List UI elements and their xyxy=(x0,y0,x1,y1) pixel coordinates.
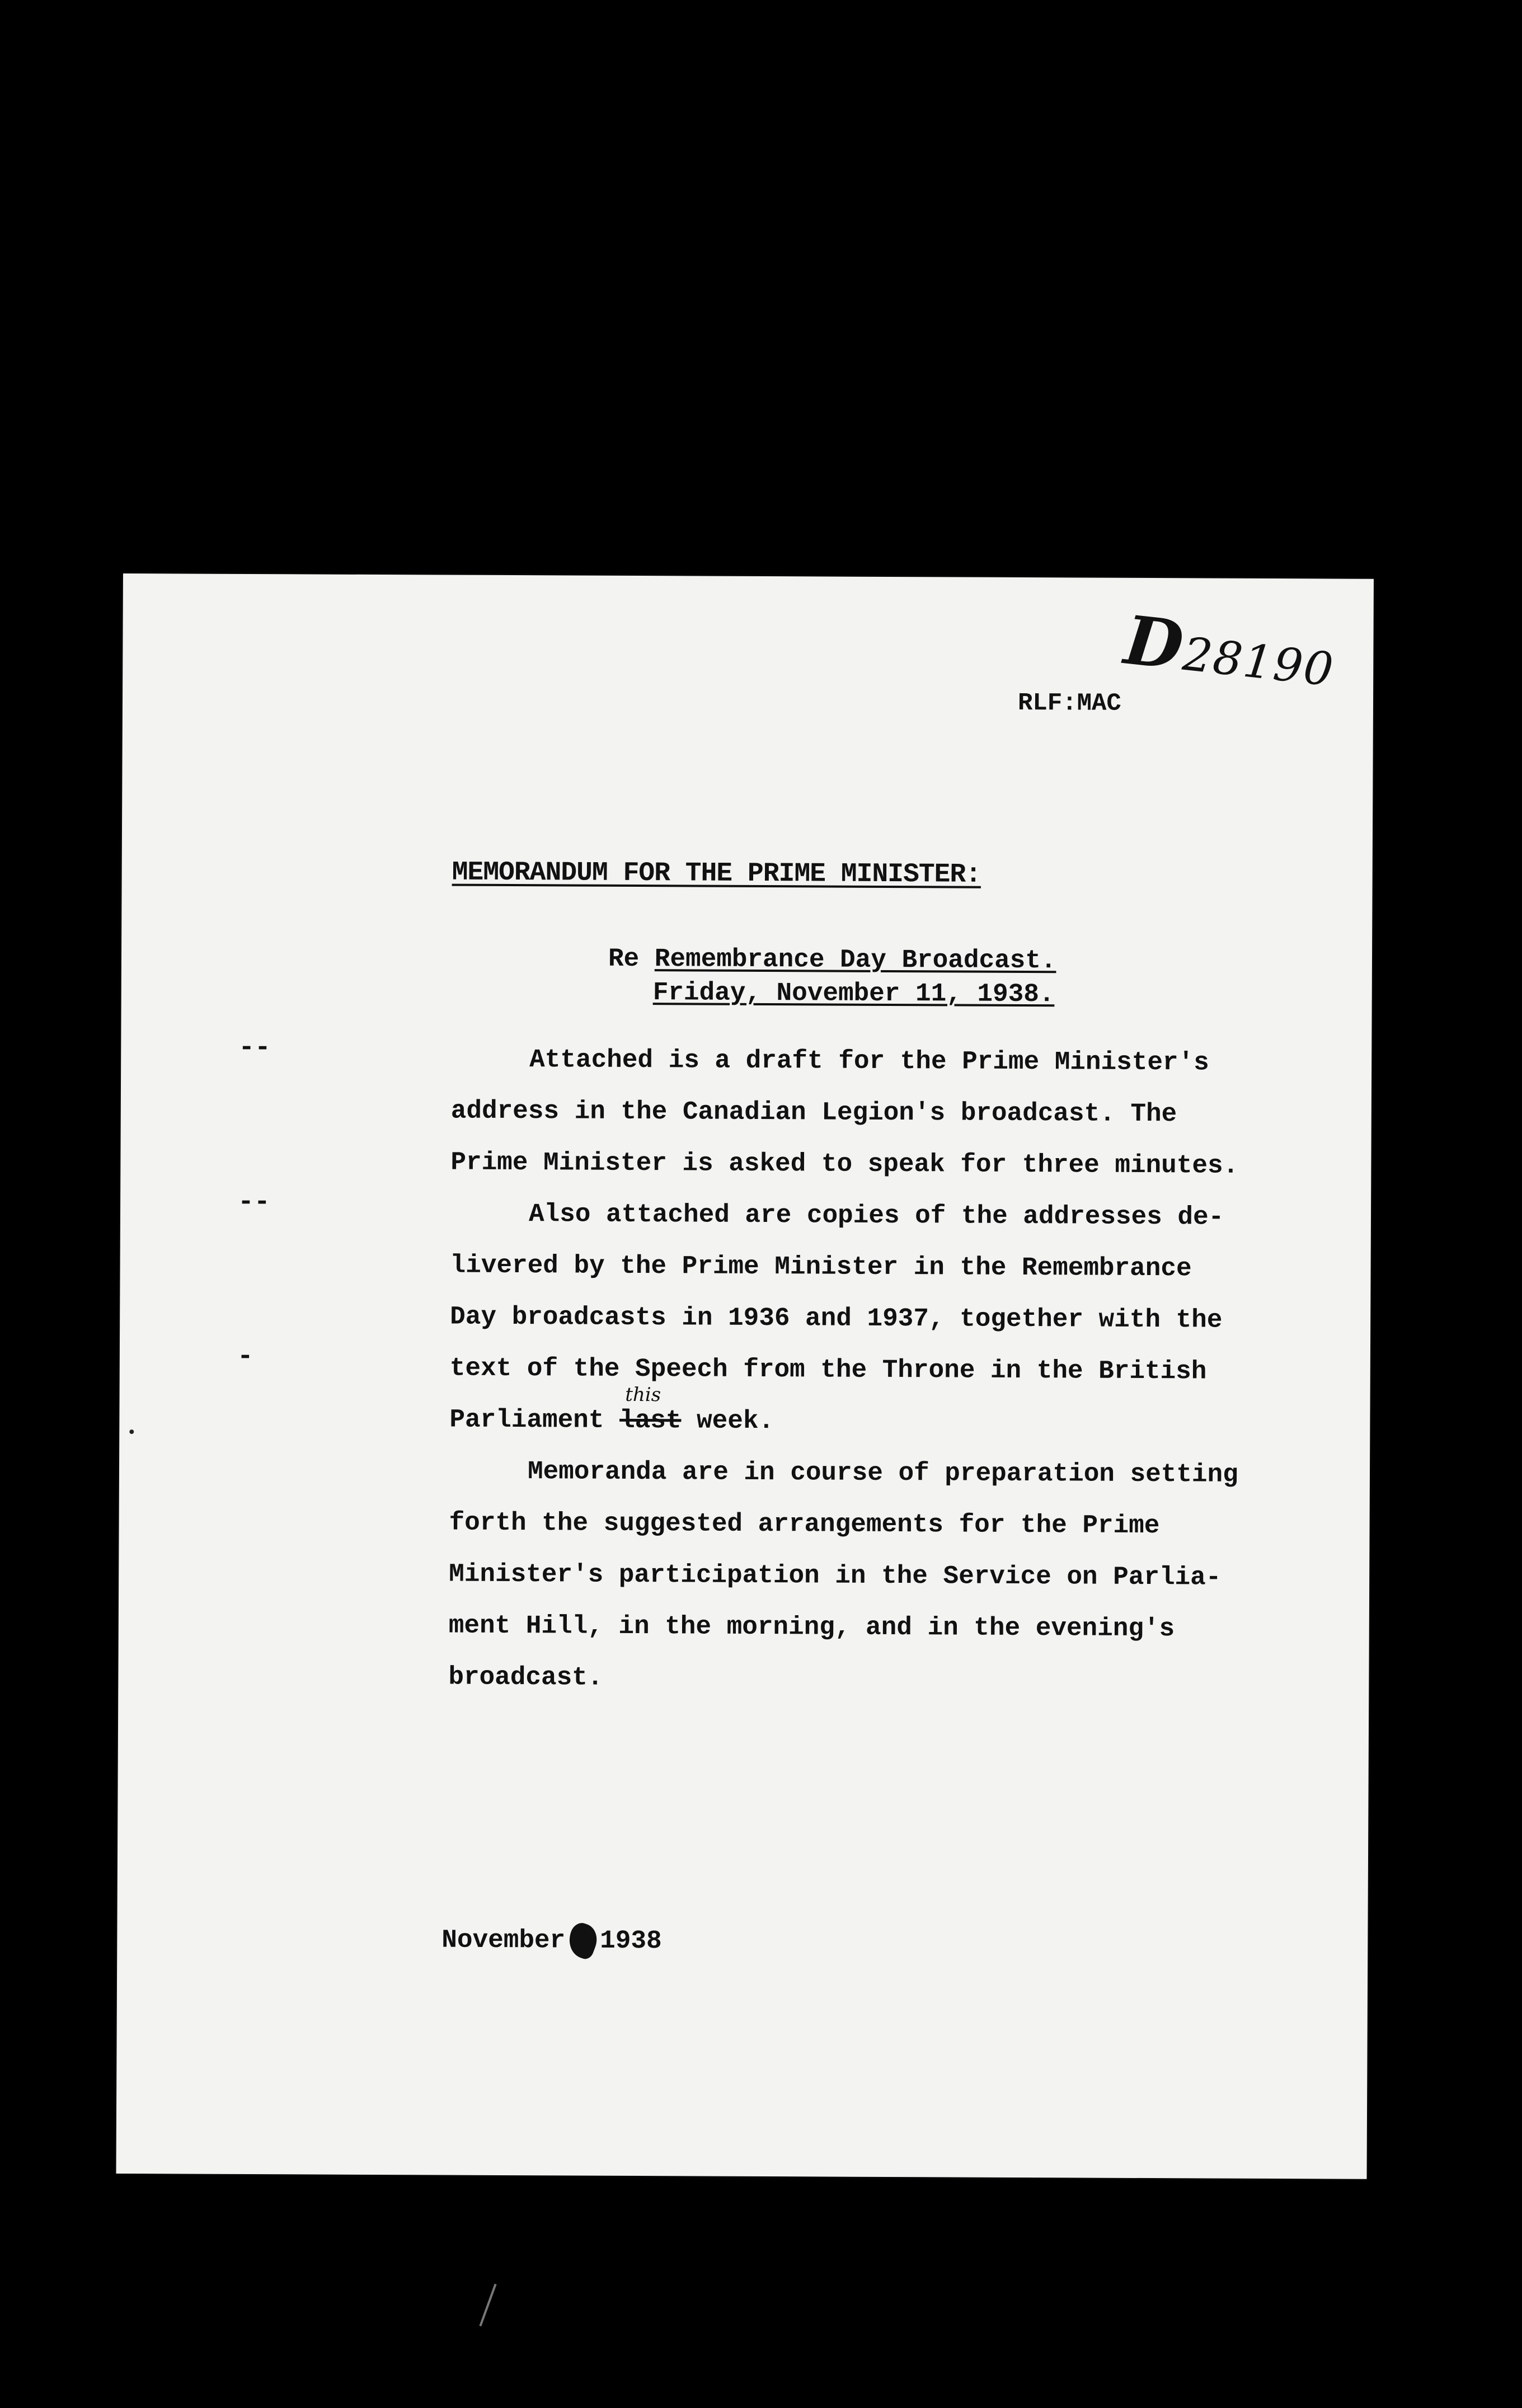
margin-dot xyxy=(129,1429,134,1434)
paragraph-3: Memoranda are in course of preparation setting forth the suggested arrangements for the Prime Minister's participation in the Service on Parlia- ment Hill, in the morning, and in the evening's broadcast. xyxy=(448,1457,1238,1692)
typist-initials: RLF:MAC xyxy=(1017,689,1121,718)
paragraph-2: Also attached are copies of the addresses de- livered by the Prime Minister in the Remembrance Day broadcasts in 1936 and 1937, together with the text of the Speech from the Throne in the British Parliament this last week. xyxy=(449,1188,1262,1449)
document-id-stamp xyxy=(1121,601,1339,702)
date-year: 1938 xyxy=(600,1926,662,1956)
document-id-number: 28190 xyxy=(1180,627,1337,697)
date-month: November xyxy=(441,1925,566,1955)
memo-date xyxy=(441,1923,662,1958)
subject-line-2: Friday, November 11, 1938. xyxy=(652,978,1055,1009)
paragraph-1: Attached is a draft for the Prime Minister's address in the Canadian Legion's broadcast. The Prime Minister is asked to speak for three minutes. xyxy=(450,1045,1239,1181)
document-id-prefix: D xyxy=(1120,600,1189,686)
inserted-word: this xyxy=(625,1383,661,1407)
margin-mark-3: - xyxy=(237,1341,253,1372)
struck-word: last xyxy=(619,1405,682,1436)
subject-block xyxy=(608,942,1056,1011)
film-scratch xyxy=(479,2284,496,2327)
subject-label: Re xyxy=(608,944,640,974)
subject-line-1: Remembrance Day Broadcast. xyxy=(654,944,1056,976)
ink-blot-icon xyxy=(563,1920,602,1962)
document-page xyxy=(116,573,1374,2179)
margin-mark-1: -- xyxy=(238,1032,271,1064)
handwritten-correction xyxy=(619,1383,682,1446)
margin-mark-2: -- xyxy=(237,1187,270,1218)
memo-title: MEMORANDUM FOR THE PRIME MINISTER: xyxy=(452,857,981,890)
paragraph-2-ending: week. xyxy=(681,1406,774,1436)
memo-body xyxy=(448,1034,1262,1706)
